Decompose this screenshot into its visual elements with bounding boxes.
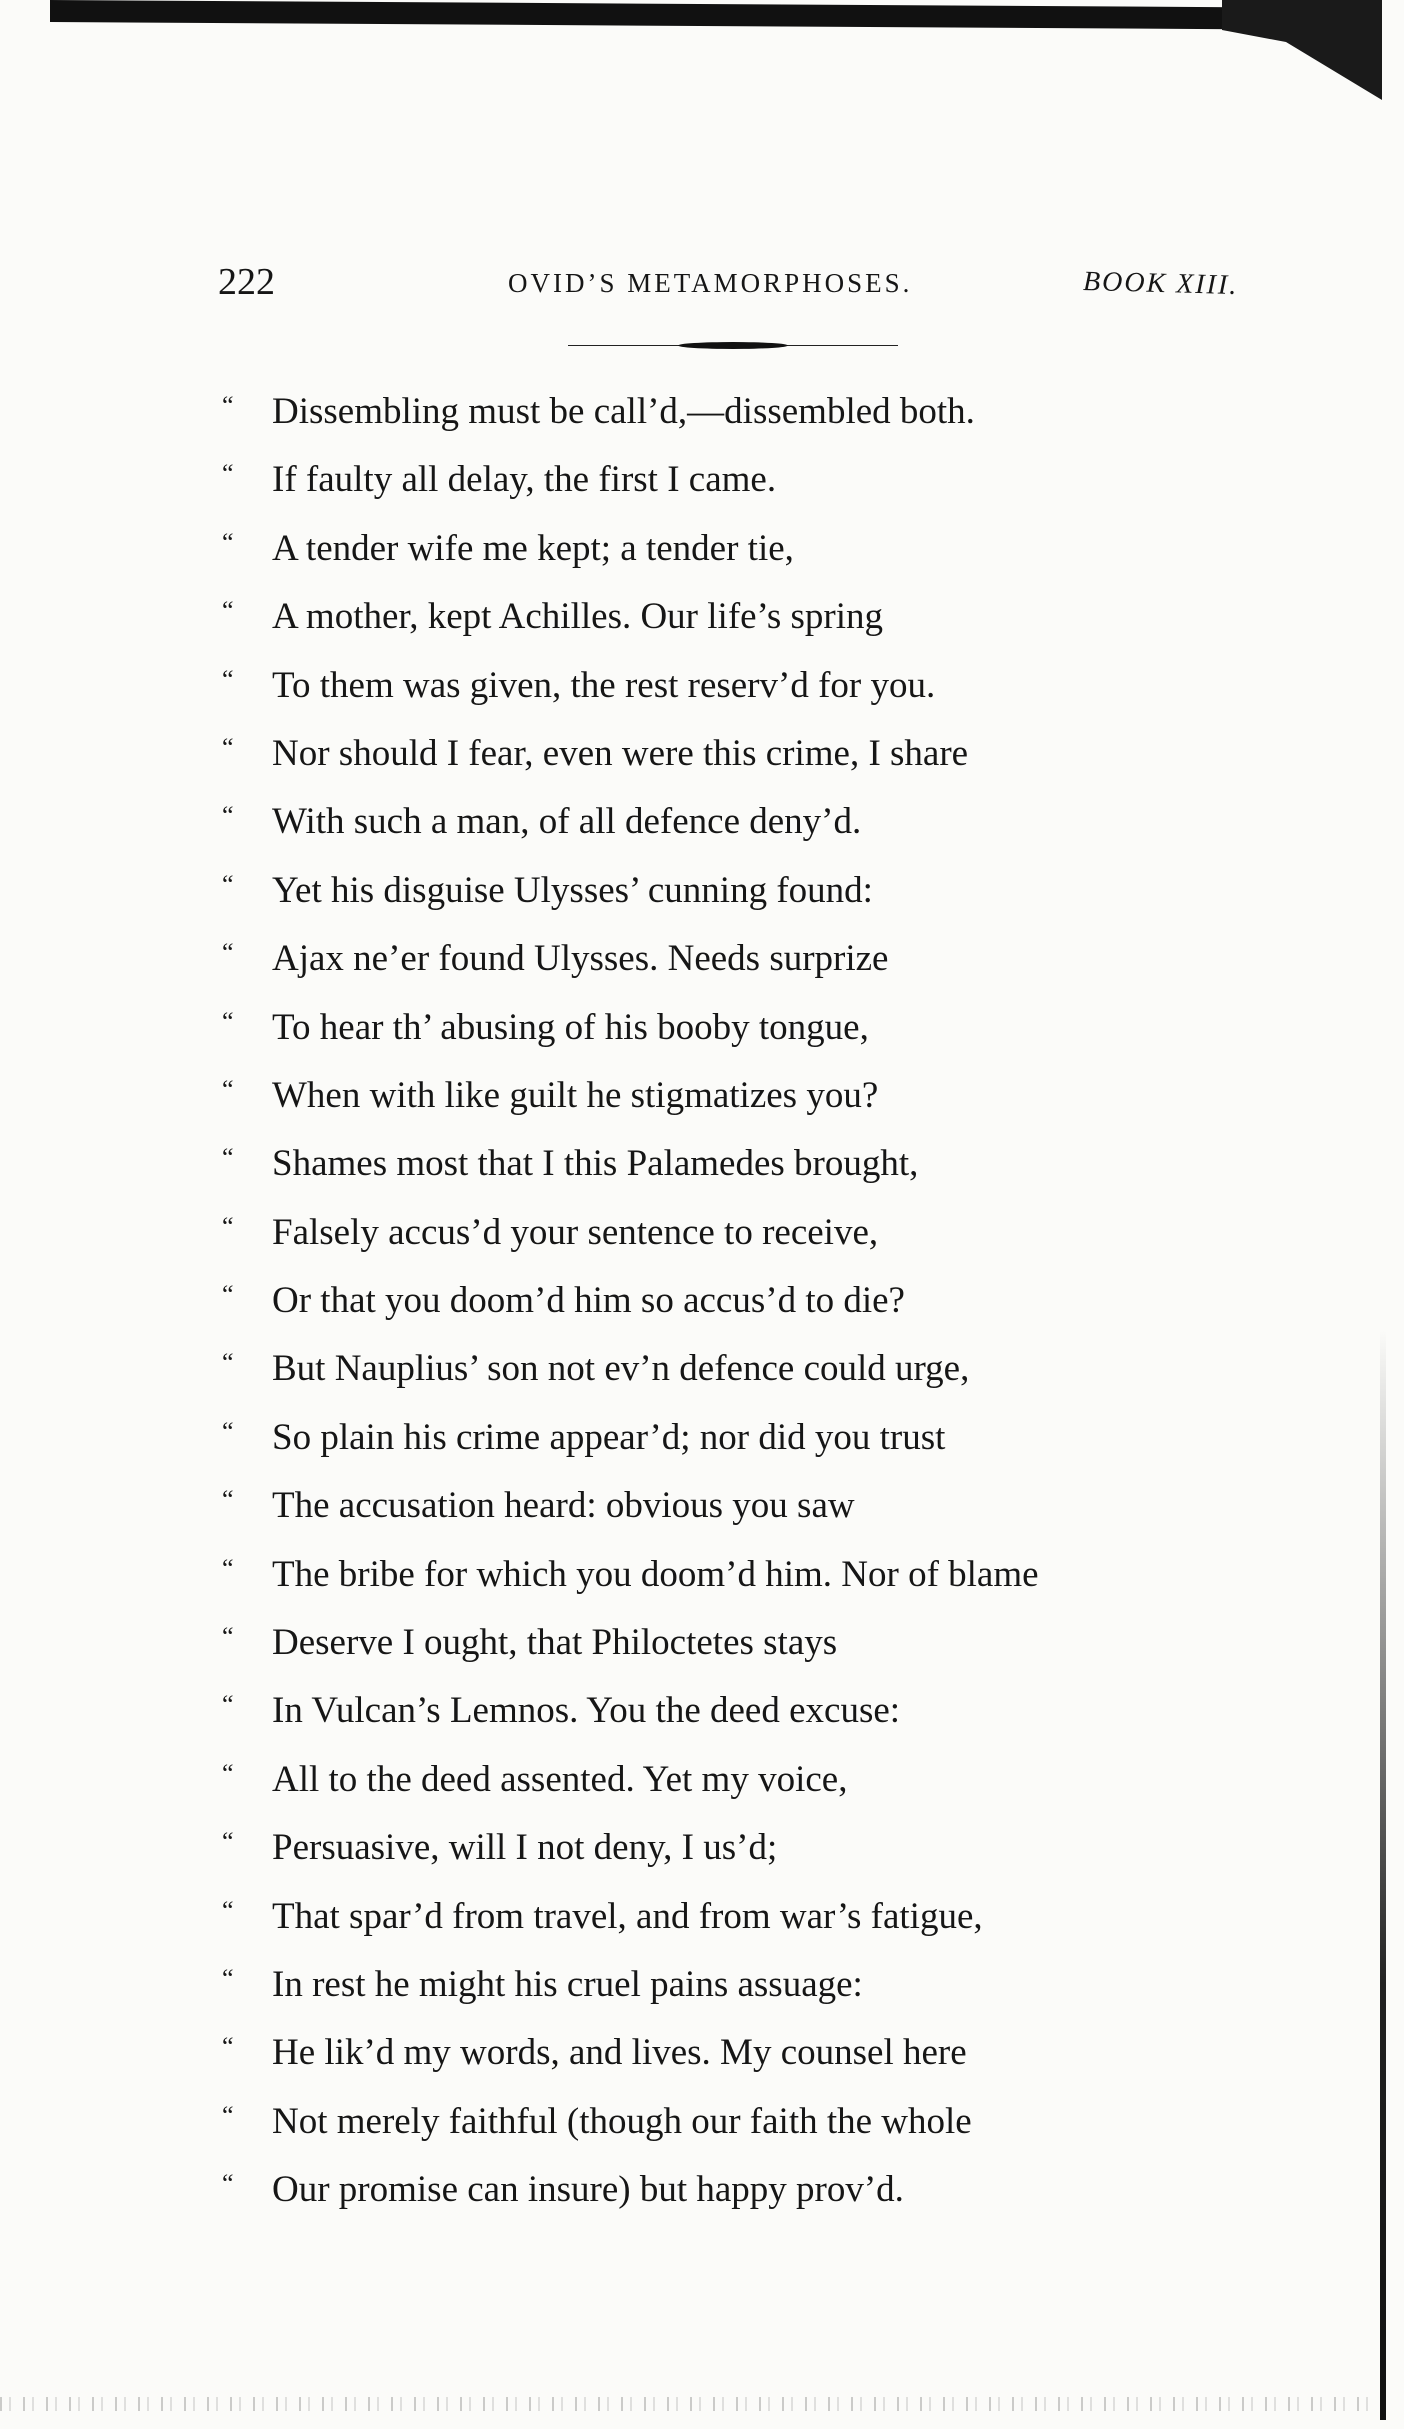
page-number: 222 bbox=[218, 261, 275, 303]
book-label: BOOK XIII. bbox=[1082, 265, 1239, 302]
open-quote: “ bbox=[222, 1074, 234, 1104]
verse-line bbox=[222, 378, 1222, 446]
open-quote: “ bbox=[222, 459, 234, 489]
page-gutter-shadow bbox=[1380, 1330, 1386, 2420]
verse-text: That spar’d from travel, and from war’s fatigue, bbox=[272, 1895, 983, 1937]
open-quote: “ bbox=[222, 938, 234, 968]
open-quote: “ bbox=[222, 664, 234, 694]
verse-text: Dissembling must be call’d,—dissembled both. bbox=[272, 391, 975, 432]
verse-text: A tender wife me kept; a tender tie, bbox=[272, 527, 794, 569]
verse-line bbox=[222, 583, 1222, 651]
open-quote: “ bbox=[222, 2169, 234, 2199]
verse-text: But Nauplius’ son not ev’n defence could urge, bbox=[272, 1348, 970, 1390]
verse-line bbox=[222, 1404, 1222, 1472]
verse-text: When with like guilt he stigmatizes you? bbox=[272, 1074, 879, 1116]
verse-text: All to the deed assented. Yet my voice, bbox=[272, 1758, 848, 1800]
verse-text: In rest he might his cruel pains assuage: bbox=[272, 1963, 863, 2005]
open-quote: “ bbox=[222, 1963, 234, 1993]
verse-line bbox=[222, 1541, 1222, 1609]
open-quote: “ bbox=[222, 527, 234, 557]
verse-line bbox=[222, 1677, 1222, 1745]
verse-text: In Vulcan’s Lemnos. You the deed excuse: bbox=[272, 1690, 901, 1732]
open-quote: “ bbox=[222, 801, 234, 831]
verse-text: To hear th’ abusing of his booby tongue, bbox=[272, 1006, 869, 1048]
open-quote: “ bbox=[222, 1143, 234, 1173]
verse-line bbox=[222, 788, 1222, 856]
verse-line bbox=[222, 446, 1222, 514]
verse-text: To them was given, the rest reserv’d for you. bbox=[272, 664, 936, 706]
open-quote: “ bbox=[222, 1348, 234, 1378]
open-quote: “ bbox=[222, 391, 234, 420]
header-rule bbox=[568, 341, 898, 350]
open-quote: “ bbox=[222, 869, 234, 899]
verse-line bbox=[222, 515, 1222, 583]
verse-text: If faulty all delay, the first I came. bbox=[272, 459, 777, 501]
verse-line bbox=[222, 1883, 1222, 1951]
verse-line bbox=[222, 1267, 1222, 1335]
open-quote: “ bbox=[222, 2032, 234, 2062]
verse-line bbox=[222, 994, 1222, 1062]
verse-text: Our promise can insure) but happy prov’d. bbox=[272, 2169, 904, 2211]
verse-line bbox=[222, 1814, 1222, 1882]
open-quote: “ bbox=[222, 1690, 234, 1720]
verse-line bbox=[222, 1335, 1222, 1403]
verse-text: So plain his crime appear’d; nor did you trust bbox=[272, 1416, 946, 1458]
verse-text: With such a man, of all defence deny’d. bbox=[272, 801, 862, 843]
verse-line bbox=[222, 925, 1222, 993]
page-corner-shadow bbox=[1222, 0, 1382, 100]
verse-line bbox=[222, 1472, 1222, 1540]
verse-text: Deserve I ought, that Philoctetes stays bbox=[272, 1622, 838, 1664]
verse-line bbox=[222, 1199, 1222, 1267]
open-quote: “ bbox=[222, 2100, 234, 2130]
verse-line bbox=[222, 857, 1222, 925]
verse-line bbox=[222, 2088, 1222, 2156]
verse-text: Shames most that I this Palamedes brought, bbox=[272, 1143, 919, 1185]
page-bottom-edge bbox=[0, 2397, 1380, 2411]
open-quote: “ bbox=[222, 1280, 234, 1310]
verse-text: The bribe for which you doom’d him. Nor of blame bbox=[272, 1553, 1039, 1595]
open-quote: “ bbox=[222, 1622, 234, 1652]
verse-line bbox=[222, 652, 1222, 720]
open-quote: “ bbox=[222, 732, 234, 762]
verse-text: Not merely faithful (though our faith the whole bbox=[272, 2100, 972, 2142]
verse-text: Yet his disguise Ulysses’ cunning found: bbox=[272, 869, 873, 911]
open-quote: “ bbox=[222, 596, 234, 626]
verse-text: Nor should I fear, even were this crime, I share bbox=[272, 732, 969, 774]
open-quote: “ bbox=[222, 1485, 234, 1515]
verse-text: The accusation heard: obvious you saw bbox=[272, 1485, 855, 1527]
verse-block bbox=[222, 378, 1222, 2225]
verse-line bbox=[222, 1609, 1222, 1677]
verse-line bbox=[222, 2019, 1222, 2087]
open-quote: “ bbox=[222, 1211, 234, 1241]
verse-text: Or that you doom’d him so accus’d to die? bbox=[272, 1280, 905, 1322]
open-quote: “ bbox=[222, 1416, 234, 1446]
verse-text: A mother, kept Achilles. Our life’s spring bbox=[272, 596, 883, 638]
open-quote: “ bbox=[222, 1758, 234, 1788]
verse-line bbox=[222, 720, 1222, 788]
open-quote: “ bbox=[222, 1895, 234, 1925]
verse-text: Ajax ne’er found Ulysses. Needs surprize bbox=[272, 938, 889, 980]
running-header bbox=[218, 260, 1238, 310]
verse-line bbox=[222, 1951, 1222, 2019]
verse-text: Persuasive, will I not deny, I us’d; bbox=[272, 1827, 778, 1869]
open-quote: “ bbox=[222, 1827, 234, 1857]
verse-text: Falsely accus’d your sentence to receive, bbox=[272, 1211, 879, 1253]
open-quote: “ bbox=[222, 1553, 234, 1583]
verse-line bbox=[222, 2156, 1222, 2224]
open-quote: “ bbox=[222, 1006, 234, 1036]
verse-text: He lik’d my words, and lives. My counsel here bbox=[272, 2032, 967, 2074]
verse-line bbox=[222, 1130, 1222, 1198]
page-top-shadow bbox=[50, 0, 1380, 30]
running-title: OVID’S METAMORPHOSES. bbox=[508, 268, 913, 298]
verse-line bbox=[222, 1746, 1222, 1814]
verse-line bbox=[222, 1062, 1222, 1130]
